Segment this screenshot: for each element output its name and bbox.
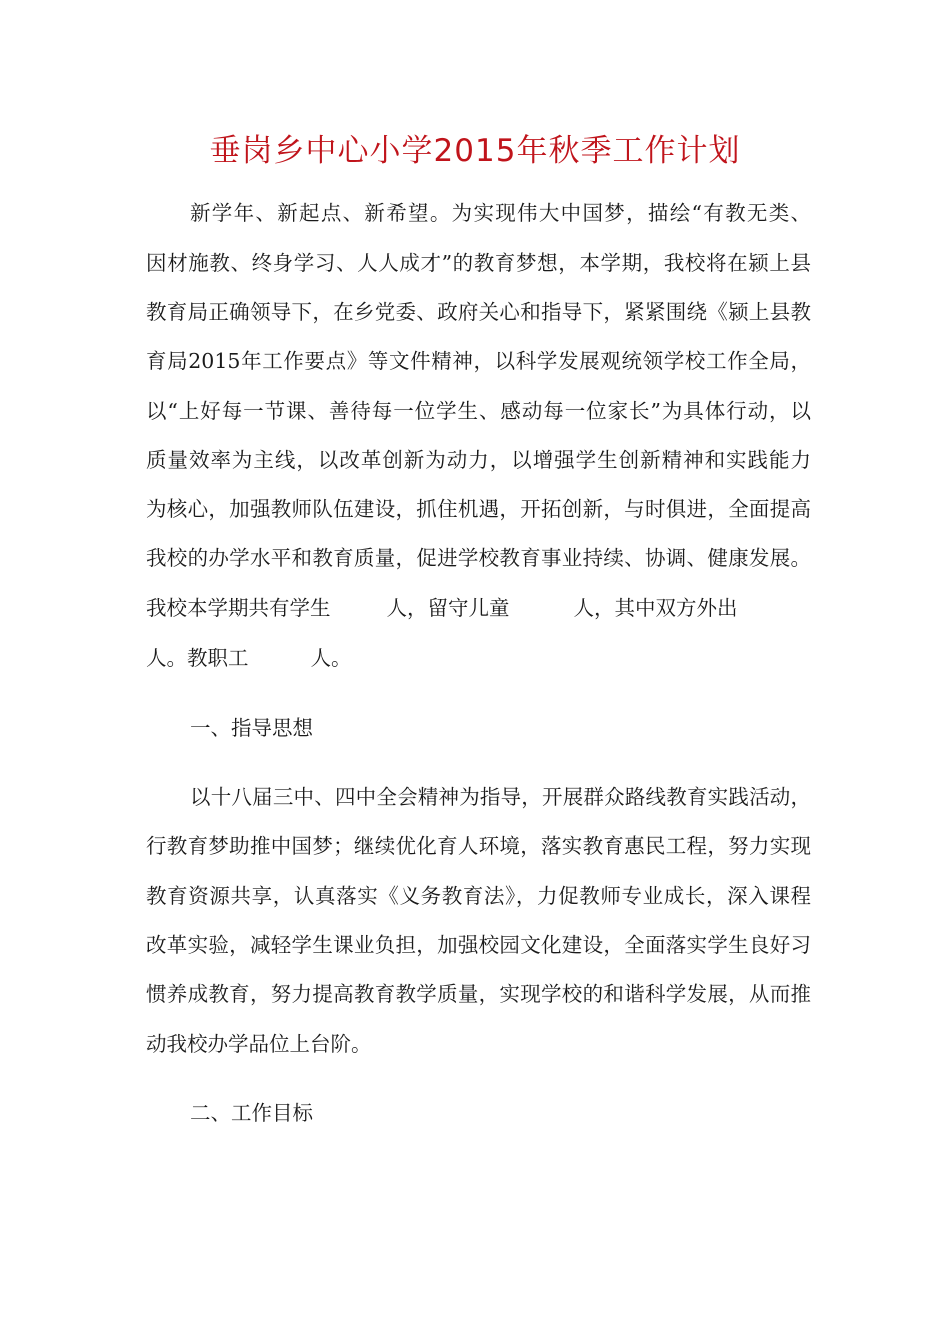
stats-end: 人。 bbox=[310, 646, 352, 670]
section-heading-guiding-ideology: 一、指导思想 bbox=[190, 716, 313, 740]
section1-line: 教育资源共享，认真落实《义务教育法》，力促教师专业成长，深入课程 bbox=[146, 884, 811, 908]
intro-line: 我校的办学水平和教育质量，促进学校教育事业持续、协调、健康发展。 bbox=[146, 546, 811, 570]
section1-line: 改革实验，减轻学生课业负担，加强校园文化建设，全面落实学生良好习 bbox=[146, 933, 811, 957]
stats-left-behind-label: 人，留守儿童 bbox=[386, 596, 510, 620]
intro-line: 质量效率为主线，以改革创新为动力，以增强学生创新精神和实践能力 bbox=[146, 448, 811, 472]
stats-students-label: 我校本学期共有学生 bbox=[146, 596, 331, 620]
stats-both-parents-away-label: 人，其中双方外出 bbox=[573, 596, 738, 620]
intro-line: 育局2015年工作要点》等文件精神，以科学发展观统领学校工作全局， bbox=[146, 349, 811, 373]
stats-staff-label: 人。教职工 bbox=[146, 646, 249, 670]
document-title: 垂岗乡中心小学2015年秋季工作计划 bbox=[209, 133, 741, 169]
intro-line: 因材施教、终身学习、人人成才”的教育梦想，本学期，我校将在颍上县 bbox=[146, 251, 811, 275]
section1-line: 动我校办学品位上台阶。 bbox=[146, 1032, 372, 1056]
intro-line: 新学年、新起点、新希望。为实现伟大中国梦，描绘“有教无类、 bbox=[190, 201, 811, 225]
section-heading-work-goals: 二、工作目标 bbox=[190, 1101, 313, 1125]
stats-line bbox=[146, 593, 811, 623]
section1-line: 行教育梦助推中国梦；继续优化育人环境，落实教育惠民工程，努力实现 bbox=[146, 834, 811, 858]
intro-line: 为核心，加强教师队伍建设，抓住机遇，开拓创新，与时俱进，全面提高 bbox=[146, 497, 811, 521]
section1-line: 以十八届三中、四中全会精神为指导，开展群众路线教育实践活动， bbox=[190, 785, 811, 809]
stats-line bbox=[146, 643, 811, 673]
intro-line: 以“上好每一节课、善待每一位学生、感动每一位家长”为具体行动，以 bbox=[146, 399, 811, 423]
section1-line: 惯养成教育，努力提高教育教学质量，实现学校的和谐科学发展，从而推 bbox=[146, 982, 811, 1006]
intro-line: 教育局正确领导下，在乡党委、政府关心和指导下，紧紧围绕《颍上县教 bbox=[146, 300, 811, 324]
